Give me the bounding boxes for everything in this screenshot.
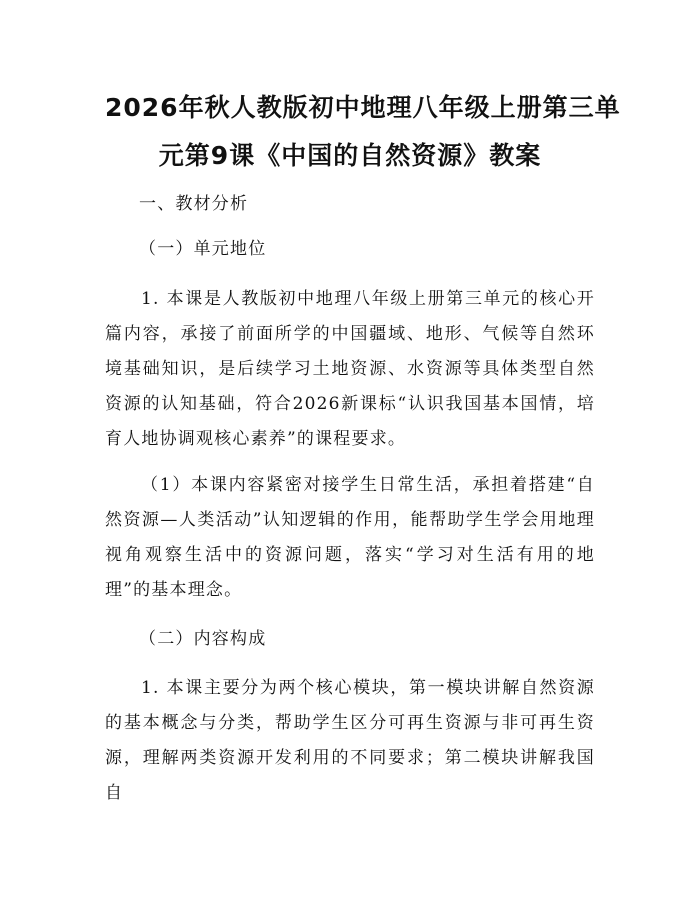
paragraph-unit-position-1: 1. 本课是人教版初中地理八年级上册第三单元的核心开篇内容，承接了前面所学的中国疆域、地形、气候等自然环境基础知识，是后续学习土地资源、水资源等具体类型自然资源的认知基础，符合2026新课标“认识我国基本国情，培育人地协调观核心素养”的课程要求。 <box>105 289 595 449</box>
section-heading-textbook-analysis: 一、教材分析 <box>139 194 249 214</box>
paragraph-content-composition-1: 1. 本课主要分为两个核心模块，第一模块讲解自然资源的基本概念与分类，帮助学生区分可再生资源与非可再生资源，理解两类资源开发利用的不同要求；第二模块讲解我国自 <box>105 678 595 803</box>
document-title <box>105 84 621 180</box>
subsection-heading-unit-position: （一）单元地位 <box>139 239 267 259</box>
subsection-heading-content-composition: （二）内容构成 <box>139 629 267 649</box>
title-line-1: 2026年秋人教版初中地理八年级上册第三单 <box>105 93 621 122</box>
title-line-2: 元第9课《中国的自然资源》教案 <box>158 141 542 170</box>
paragraph-unit-position-2: （1）本课内容紧密对接学生日常生活，承担着搭建“自然资源—人类活动”认知逻辑的作用，能帮助学生学会用地理视角观察生活中的资源问题，落实“学习对生活有用的地理”的基本理念。 <box>105 475 595 600</box>
